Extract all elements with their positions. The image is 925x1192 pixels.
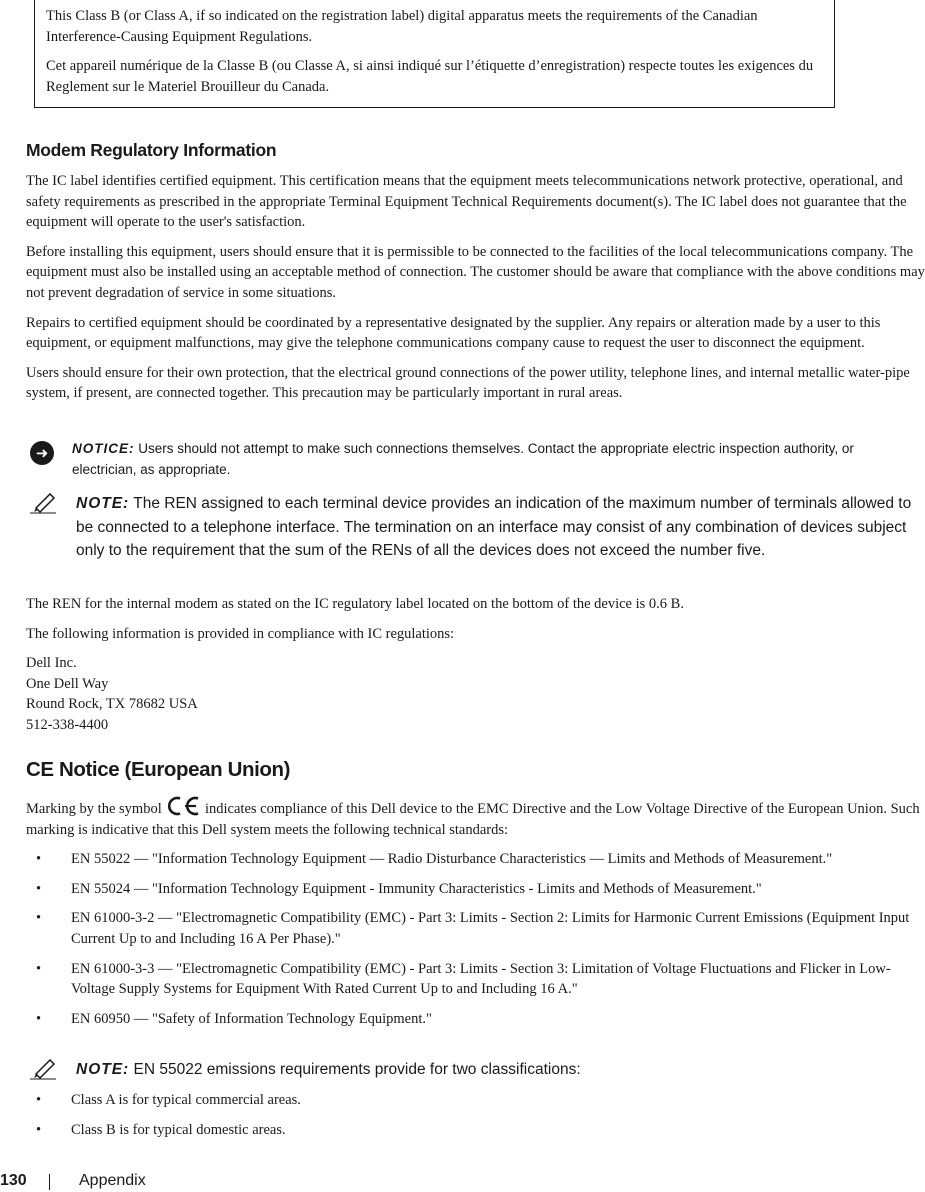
notice-text: Users should not attempt to make such connections themselves. Contact the appropriate electric inspection authority, or electrician, as appropriate. — [72, 441, 854, 477]
ce-standards-list — [26, 849, 925, 1029]
ce-mark-icon — [165, 796, 201, 816]
ic-compliance-paragraph: The following information is provided in compliance with IC regulations: — [26, 625, 455, 642]
footer-section-label: Appendix — [79, 1172, 146, 1189]
address-phone: 512-338-4400 — [26, 716, 109, 733]
ce-content — [26, 796, 925, 1038]
ce-section-heading: CE Notice (European Union) — [26, 758, 291, 781]
classification-list — [26, 1090, 925, 1140]
canada-notice-french: Cet appareil numérique de la Classe B (ou Classe A, si ainsi indiqué sur l’étiquette d’enregistration) respecte toutes les exigences du Reglement sur le Materiel Brouilleur du Canada. — [46, 58, 814, 95]
modem-paragraph-grounding: Users should ensure for their own protection, that the electrical ground connections of the power utility, telephone lines, and internal metallic water-pipe system, if present, are connected together. This precaution may be particularly important in rural areas. — [26, 364, 910, 402]
canada-notice-english: This Class B (or Class A, if so indicated on the registration label) digital apparatus meets the requirements of the Canadian Interference-Causing Equipment Regulations. — [46, 8, 758, 45]
notice-arrow-icon: ➜ — [30, 441, 54, 465]
ren-note-text: The REN assigned to each terminal device provides an indication of the maximum number of terminals allowed to be connected to a telephone interface. The termination on an interface may consist of any combination of devices subject only to the requirement that the sum of the RENs of all the devices does not exceed the number five. — [76, 495, 912, 559]
notice-label: NOTICE: — [72, 441, 135, 456]
ren-note-callout — [76, 492, 924, 563]
canada-notice-box — [34, 0, 835, 108]
modem-after-notes — [26, 594, 925, 736]
list-item: • EN 61000-3-3 — "Electromagnetic Compatibility (EMC) - Part 3: Limits - Section 3: Limitation of Voltage Fluctuations and Flicker in Low-Voltage Supply Systems for Equipment With Rated Current Up to and Including 16 A." — [26, 959, 925, 1000]
page-number: 130 — [0, 1172, 27, 1189]
modem-paragraph-repairs: Repairs to certified equipment should be coordinated by a representative designated by the supplier. Any repairs or alteration made by a user to this equipment, or equipment malfunctions, may give the telephone communications company cause to request the user to disconnect the equipment. — [26, 314, 881, 352]
ren-note-label: NOTE: — [76, 495, 130, 512]
ce-intro-after: indicates compliance of this Dell device to the EMC Directive and the Low Voltage Directive of the European Union. Such marking is indicative that this Dell system meets the following technical standards: — [26, 801, 920, 838]
en55022-note-label: NOTE: — [76, 1061, 130, 1078]
list-item: • EN 61000-3-2 — "Electromagnetic Compatibility (EMC) - Part 3: Limits - Section 2: Limits for Harmonic Current Emissions (Equipment Input Current Up to and Including 16 A Per Phase)." — [26, 908, 925, 949]
address-company: Dell Inc. — [26, 655, 77, 672]
address-street: One Dell Way — [26, 675, 109, 692]
class-list-block — [26, 1090, 925, 1149]
modem-section-heading: Modem Regulatory Information — [26, 140, 277, 160]
list-item: • EN 60950 — "Safety of Information Technology Equipment." — [26, 1009, 925, 1030]
footer-divider — [49, 1174, 50, 1190]
ce-intro-paragraph — [26, 796, 925, 840]
notice-callout — [72, 438, 912, 480]
list-item: • Class B is for typical domestic areas. — [26, 1120, 925, 1141]
pencil-note-icon — [30, 1059, 58, 1081]
list-item: • Class A is for typical commercial areas. — [26, 1090, 925, 1111]
en55022-note-text: EN 55022 emissions requirements provide for two classifications: — [133, 1061, 581, 1078]
modem-paragraph-ic-label: The IC label identifies certified equipment. This certification means that the equipment meets telecommunications network protective, operational, and safety requirements as prescribed in the appropriate Terminal Equipment Technical Requirements document(s). The IC label does not guarantee that the equipment will operate to the user's satisfaction. — [26, 173, 907, 231]
ce-intro-before: Marking by the symbol — [26, 801, 162, 817]
en55022-note-callout — [76, 1058, 581, 1082]
ren-value-paragraph: The REN for the internal modem as stated on the IC regulatory label located on the bottom of the device is 0.6 B. — [26, 596, 684, 612]
modem-paragraph-installation: Before installing this equipment, users should ensure that it is permissible to be connected to the facilities of the local telecommunications company. The equipment must also be installed using an acceptable method of connection. The customer should be aware that compliance with the above conditions may not prevent degradation of service in some situations. — [26, 243, 925, 301]
pencil-note-icon — [30, 493, 58, 515]
list-item: • EN 55024 — "Information Technology Equipment - Immunity Characteristics - Limits and Methods of Measurement." — [26, 879, 925, 900]
dell-address — [26, 653, 925, 735]
list-item: • EN 55022 — "Information Technology Equipment — Radio Disturbance Characteristics — Limits and Methods of Measurement." — [26, 849, 925, 870]
modem-paragraphs — [26, 171, 925, 413]
address-city: Round Rock, TX 78682 USA — [26, 696, 198, 713]
